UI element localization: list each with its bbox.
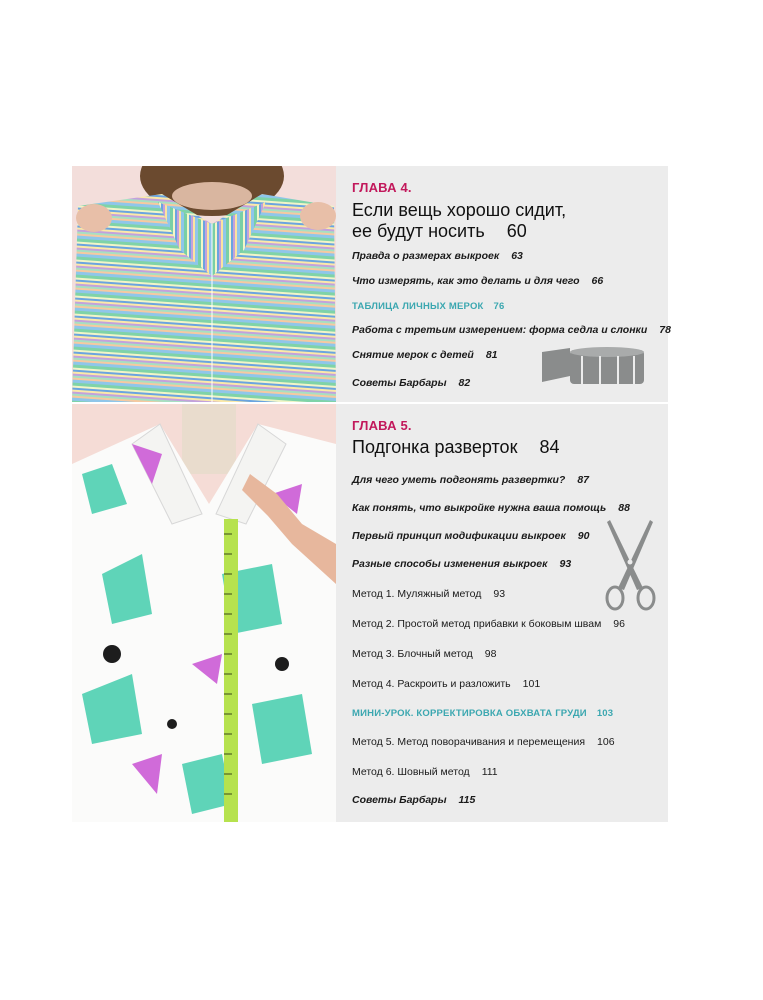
toc-entry-text: ТАБЛИЦА ЛИЧНЫХ МЕРОК [352, 301, 484, 312]
toc-entry-page: 98 [484, 648, 497, 660]
chapter-4-title-line2: ее будут носить [352, 221, 485, 241]
chapter-4-page: 60 [506, 221, 527, 241]
toc-entry[interactable] [352, 324, 671, 336]
toc-entry-page: 90 [577, 530, 590, 542]
toc-entry[interactable] [352, 474, 589, 486]
toc-entry-text: Метод 1. Муляжный метод [352, 588, 482, 600]
scissors-icon [604, 516, 658, 617]
toc-entry-text: МИНИ-УРОК. КОРРЕКТИРОВКА ОБХВАТА ГРУДИ [352, 708, 587, 719]
toc-entry-text: Разные способы изменения выкроек [352, 558, 548, 570]
chapter-5-label: ГЛАВА 5. [352, 418, 412, 433]
toc-entry-page: 88 [618, 502, 630, 514]
tape-measure-icon [542, 346, 648, 395]
toc-entry-text: Снятие мерок с детей [352, 349, 474, 361]
toc-entry-text: Как понять, что выкройке нужна ваша помощь [352, 502, 607, 514]
toc-entry[interactable] [352, 736, 615, 748]
toc-entry-page: 63 [511, 250, 523, 262]
patterned-shirt-photo [72, 404, 336, 822]
toc-entry[interactable] [352, 648, 496, 660]
toc-entry-text: Правда о размерах выкроек [352, 250, 500, 262]
chapter-4-title [352, 200, 566, 242]
toc-entry-page: 93 [493, 588, 506, 600]
chapter-4-section [72, 166, 671, 402]
toc-entry-text: Метод 4. Раскроить и разложить [352, 678, 511, 690]
toc-entry-page: 87 [577, 474, 589, 486]
toc-entry[interactable] [352, 275, 603, 287]
chapter-4-label: ГЛАВА 4. [352, 180, 412, 195]
chapter-4-contents-panel [336, 166, 671, 402]
toc-entry-text: Советы Барбары [352, 377, 447, 389]
toc-entry-text: Метод 6. Шовный метод [352, 766, 470, 778]
toc-entry-text: Для чего уметь подгонять развертки? [352, 474, 566, 486]
toc-entry-page: 81 [485, 349, 498, 361]
toc-entry[interactable] [352, 530, 589, 542]
toc-entry[interactable] [352, 794, 475, 806]
toc-entry[interactable] [352, 678, 540, 690]
toc-entry-highlight[interactable] [352, 301, 505, 312]
chapter-5-page: 84 [539, 437, 560, 457]
toc-entry-page: 101 [522, 678, 541, 690]
toc-entry-page: 115 [458, 794, 476, 806]
chapter-4-title-line1: Если вещь хорошо сидит, [352, 200, 567, 220]
toc-entry-page: 93 [559, 558, 572, 570]
toc-entry[interactable] [352, 349, 498, 361]
toc-entry-highlight[interactable] [352, 708, 613, 719]
toc-entry-page: 111 [481, 766, 498, 778]
chapter-5-title [352, 437, 559, 458]
toc-entry[interactable] [352, 250, 523, 262]
toc-entry[interactable] [352, 766, 498, 778]
toc-entry[interactable] [352, 558, 571, 570]
toc-entry-page: 96 [613, 618, 625, 630]
toc-entry-text: Первый принцип модификации выкроек [352, 530, 566, 542]
toc-entry-page: 103 [596, 708, 614, 719]
toc-entry-page: 78 [659, 324, 671, 336]
toc-entry-text: Советы Барбары [352, 794, 447, 806]
toc-entry-page: 66 [591, 275, 604, 287]
toc-entry-text: Что измерять, как это делать и для чего [352, 275, 580, 287]
toc-entry-page: 82 [458, 377, 471, 389]
toc-entry-text: Метод 2. Простой метод прибавки к боковым швам [352, 618, 602, 630]
striped-shirt-photo [72, 166, 336, 402]
toc-entry[interactable] [352, 502, 630, 514]
toc-entry-text: Метод 5. Метод поворачивания и перемещения [352, 736, 586, 748]
toc-entry[interactable] [352, 377, 470, 389]
toc-entry-page: 76 [493, 301, 505, 312]
toc-entry-text: Метод 3. Блочный метод [352, 648, 473, 660]
toc-entry-text: Работа с третьим измерением: форма седла и слонки [352, 324, 648, 336]
toc-entry[interactable] [352, 618, 625, 630]
toc-entry-page: 106 [597, 736, 615, 748]
chapter-5-section [72, 404, 668, 822]
chapter-5-contents-panel [336, 404, 668, 822]
toc-entry[interactable] [352, 588, 505, 600]
chapter-5-title-text: Подгонка разверток [352, 437, 518, 457]
